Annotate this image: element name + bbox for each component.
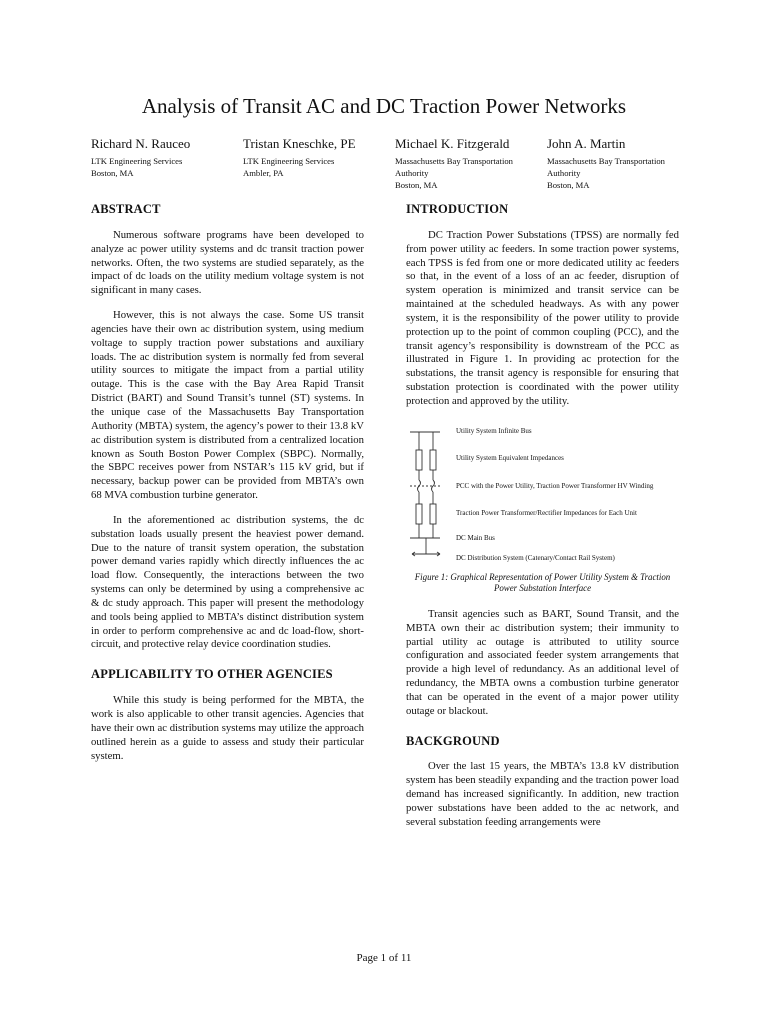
figure-label: DC Main Bus	[456, 533, 495, 542]
abstract-paragraph: Numerous software programs have been developed to analyze ac power utility systems and dc transit traction power networks. Often, the two systems are studied separately, as the impact of dc loads on the utility medium voltage system is not significant in many cases.	[91, 228, 364, 297]
right-column	[406, 203, 679, 841]
page-number: Page 1 of 11	[356, 952, 412, 964]
author-affiliation: Massachusetts Bay Transportation	[547, 156, 665, 166]
introduction-paragraph: Transit agencies such as BART, Sound Transit, and the MBTA own their ac distribution system; their immunity to partial utility ac outage is attributed to utility source configuration and associated feeder system arrangements that provide a high level of redundancy. As an additional level of redundancy, the MBTA owns a combustion turbine generator that can be operated in the event of a major power utility outage or blackout.	[406, 607, 679, 717]
figure-label: Traction Power Transformer/Rectifier Impedances for Each Unit	[456, 508, 637, 517]
figure-label: Utility System Equivalent Impedances	[456, 453, 564, 462]
abstract-paragraph: However, this is not always the case. Some US transit agencies have their own ac distribution system, using medium voltage to supply traction power substations and auxiliary loads. The ac distribution system is normally fed from several utility sources to mitigate the impact from a partial utility outage. This is the case with the Bay Area Rapid Transit District (BART) and Sound Transit’s tunnel (ST) systems. In the unique case of the Massachusetts Bay Transportation Authority (MBTA) system, the agency’s power to their 13.8 kV ac distribution system is distributed from a centralized location known as South Boston Power Complex (SBPC). Normally, the SBPC receives power from NSTAR’s 115 kV grid, but if necessary, backup power can be provided from MBTA’s own 68 MVA combustion turbine generator.	[91, 309, 364, 502]
author-affiliation: LTK Engineering Services	[91, 156, 183, 166]
author-block	[91, 136, 251, 179]
power-system-diagram	[406, 420, 679, 568]
introduction-heading: INTRODUCTION	[406, 202, 509, 216]
background-heading: BACKGROUND	[406, 733, 500, 748]
author-name: John A. Martin	[547, 136, 626, 151]
figure-caption: Figure 1: Graphical Representation of Power Utility System & Traction Power Substation Interface	[414, 571, 671, 593]
background-paragraph: Over the last 15 years, the MBTA’s 13.8 kV distribution system has been steadily expanding and the traction power load demand has increased significantly. In addition, new traction power substations have been added to the ac network, and several substation feeding arrangements were	[406, 760, 679, 828]
author-affiliation: LTK Engineering Services	[243, 156, 335, 166]
author-location: Boston, MA	[547, 180, 590, 190]
introduction-paragraph: DC Traction Power Substations (TPSS) are normally fed from power utility ac feeders. In some traction power systems, each TPSS is fed from one or more dedicated utility ac feeders so that, in the event of a loss of an ac feeder, disruption of system operation is minimized and transit service can be maintained at the scheduled headways. As with any power system, it is the responsibility of the power utility to provide protection up to the point of common coupling (PCC), and the transit agency’s responsibility is downstream of the PCC as illustrated in Figure 1. In providing ac protection for the substations, the transit agency is responsible for ensuring that substation protection is coordinated with the power utility protection and approved by the utility.	[406, 228, 679, 407]
author-affiliation-cont: Authority	[395, 168, 429, 178]
applicability-heading: APPLICABILITY TO OTHER AGENCIES	[91, 667, 333, 682]
author-affiliation: Massachusetts Bay Transportation	[395, 156, 513, 166]
author-location: Boston, MA	[91, 168, 134, 178]
author-location: Ambler, PA	[243, 168, 284, 178]
author-affiliation-cont: Authority	[547, 168, 581, 178]
applicability-paragraph: While this study is being performed for the MBTA, the work is also applicable to other transit agencies. Agencies that have their own ac distribution systems may utilize the approach outlined herein as a guide to assess and study their particular system.	[91, 694, 364, 762]
author-location: Boston, MA	[395, 180, 438, 190]
author-name: Richard N. Rauceo	[91, 136, 191, 151]
left-column	[91, 203, 364, 774]
figure-label: DC Distribution System (Catenary/Contact Rail System)	[456, 553, 615, 562]
author-block	[547, 136, 707, 191]
author-block	[395, 136, 555, 191]
author-name: Tristan Kneschke, PE	[243, 136, 356, 151]
figure-1-diagram	[406, 420, 679, 568]
figure-label: PCC with the Power Utility, Traction Power Transformer HV Winding	[456, 481, 654, 490]
paper-title: Analysis of Transit AC and DC Traction Power Networks	[141, 94, 627, 118]
figure-label: Utility System Infinite Bus	[456, 426, 532, 435]
abstract-paragraph: In the aforementioned ac distribution systems, the dc substation loads usually present the heaviest power demand. Due to the nature of transit system operation, the substation power demand varies rapidly which directly influences the ac load flow. Consequently, the interactions between the two systems can only be determined by using a comprehensive ac & dc study approach. This paper will present the methodology and tools being applied to MBTA’s distinct distribution system in order to perform comprehensive ac and dc load-flow, short-circuit, and protective relay device coordination studies.	[91, 513, 364, 651]
author-block	[243, 136, 403, 179]
abstract-heading: ABSTRACT	[91, 202, 161, 216]
author-name: Michael K. Fitzgerald	[395, 136, 510, 151]
